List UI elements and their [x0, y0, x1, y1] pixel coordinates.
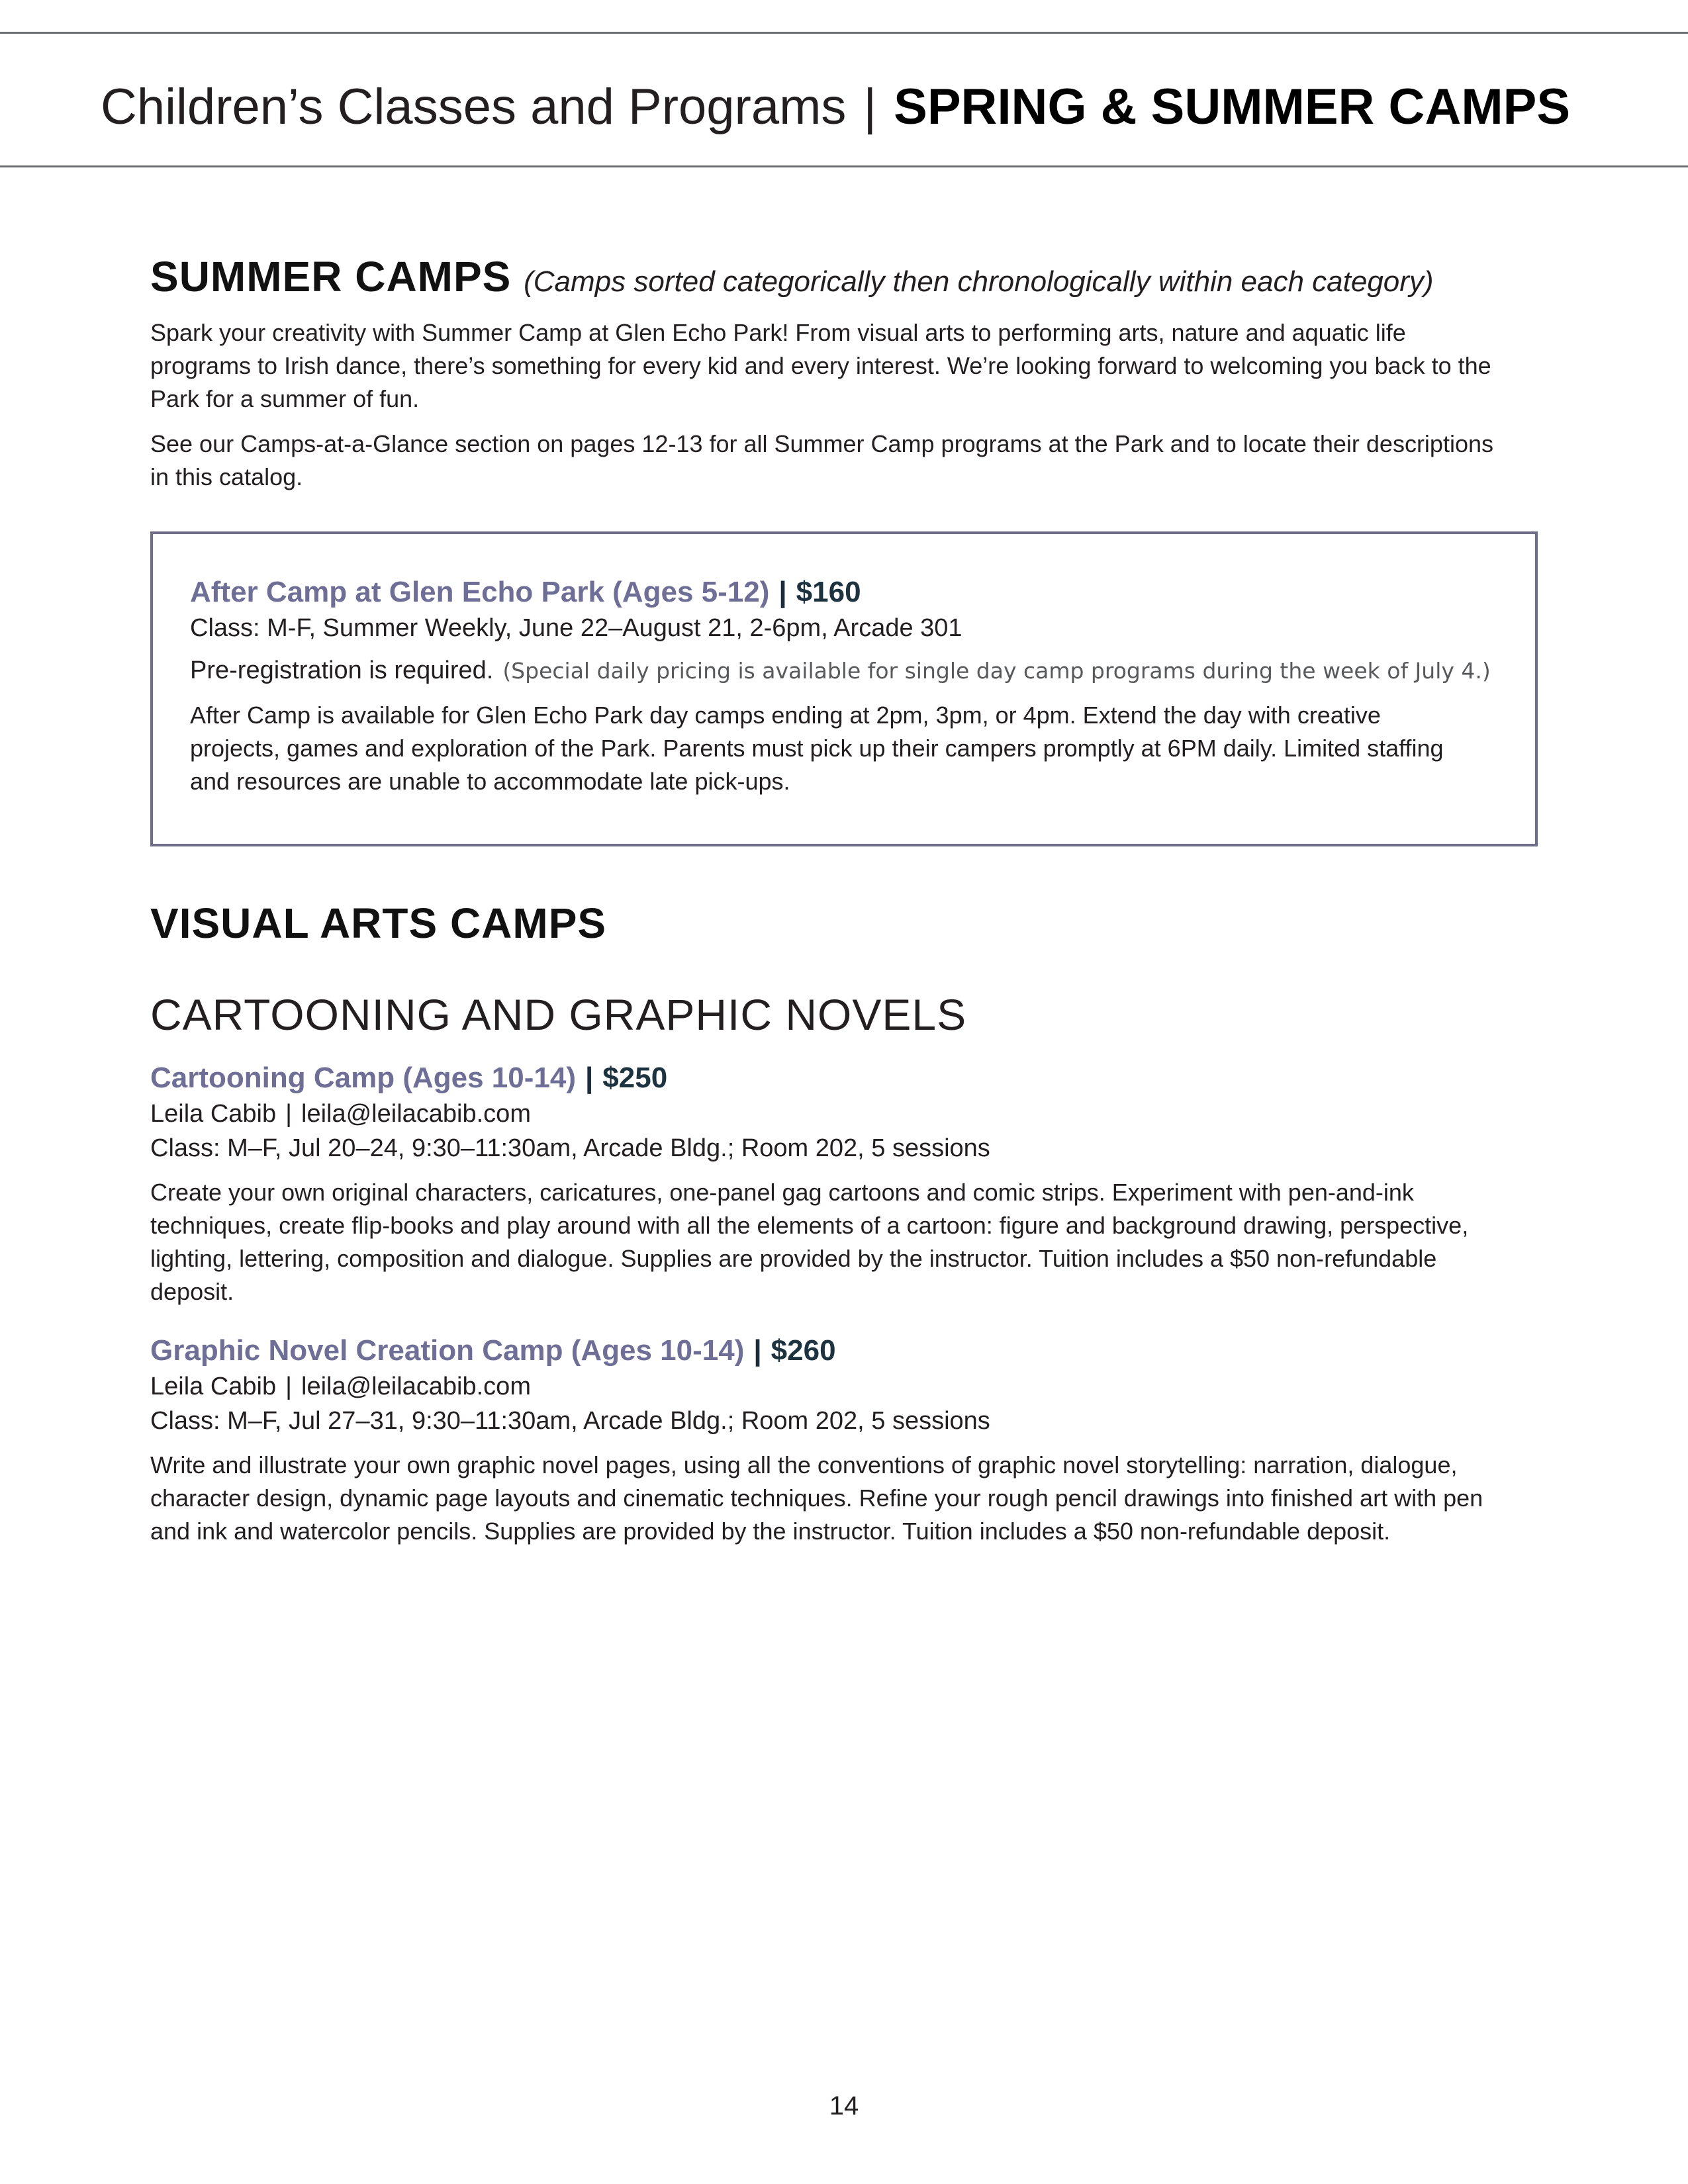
program-graphic-novel-camp: [150, 1332, 1540, 1548]
program-name: Cartooning Camp (Ages 10-14): [150, 1062, 576, 1094]
cartooning-subheading: CARTOONING AND GRAPHIC NOVELS: [150, 990, 967, 1039]
description-line: deposit.: [150, 1278, 234, 1305]
summer-camps-intro: [150, 316, 1540, 416]
summer-camps-note: (Camps sorted categorically then chronologically within each category): [524, 265, 1434, 298]
special-pricing-note: (Special daily pricing is available for single day camp programs during the week of July 4.): [502, 658, 1491, 684]
program-title: [150, 1060, 1540, 1097]
intro-line: Park for a summer of fun.: [150, 385, 420, 412]
instructor-line: [150, 1369, 1540, 1404]
program-cartooning-camp: [150, 1060, 1540, 1308]
instructor-email[interactable]: leila@leilacabib.com: [301, 1373, 531, 1400]
header-subtitle: Children’s Classes and Programs: [101, 79, 847, 135]
instructor-separator: |: [285, 1373, 293, 1400]
after-camp-name: After Camp at Glen Echo Park (Ages 5-12): [190, 576, 770, 608]
see-line: in this catalog.: [150, 463, 303, 490]
summer-camps-heading: [150, 250, 1540, 308]
program-description: [150, 1449, 1540, 1548]
prereg-text: Pre-registration is required.: [190, 657, 494, 684]
class-info: Class: M–F, Jul 27–31, 9:30–11:30am, Arcade Bldg.; Room 202, 5 sessions: [150, 1407, 990, 1435]
after-camp-prereg-line: [190, 653, 1498, 688]
description-line: techniques, create flip-books and play around with all the elements of a cartoon: figure and background drawing, perspective,: [150, 1212, 1469, 1239]
header-top-rule: [0, 32, 1688, 34]
program-price: $250: [602, 1062, 668, 1094]
visual-arts-heading: VISUAL ARTS CAMPS: [150, 899, 607, 947]
summer-camps-title: SUMMER CAMPS: [150, 253, 512, 300]
intro-line: programs to Irish dance, there’s something for every kid and every interest. We’re looking forward to welcoming you back to the: [150, 352, 1491, 379]
description-line: projects, games and exploration of the Park. Parents must pick up their campers promptly at 6PM daily. Limited staffing: [190, 735, 1444, 762]
class-info: Class: M–F, Jul 20–24, 9:30–11:30am, Arcade Bldg.; Room 202, 5 sessions: [150, 1134, 990, 1162]
program-name: Graphic Novel Creation Camp (Ages 10-14): [150, 1334, 745, 1367]
visual-arts-section: [150, 897, 1540, 1548]
summer-camps-section: [150, 250, 1540, 494]
intro-line: Spark your creativity with Summer Camp at Glen Echo Park! From visual arts to performing arts, nature and aquatic life: [150, 319, 1406, 346]
description-line: character design, dynamic page layouts and cinematic techniques. Refine your rough pencil drawings into finished art with pen: [150, 1484, 1483, 1512]
page-header: [101, 74, 1571, 140]
description-line: After Camp is available for Glen Echo Park day camps ending at 2pm, 3pm, or 4pm. Extend the day with creative: [190, 702, 1381, 729]
header-bottom-rule: [0, 165, 1688, 167]
header-separator: |: [863, 79, 877, 135]
instructor-line: [150, 1097, 1540, 1131]
description-line: and ink and watercolor pencils. Supplies are provided by the instructor. Tuition includes a $50 non-refundable deposit.: [150, 1518, 1391, 1545]
after-camp-class-info: Class: M-F, Summer Weekly, June 22–August 21, 2-6pm, Arcade 301: [190, 614, 962, 642]
header-title: SPRING & SUMMER CAMPS: [894, 79, 1571, 135]
instructor-separator: |: [285, 1100, 293, 1128]
instructor-email[interactable]: leila@leilacabib.com: [301, 1100, 531, 1128]
program-title: [150, 1332, 1540, 1369]
camps-at-a-glance-note: [150, 428, 1540, 494]
after-camp-title: [190, 574, 1498, 611]
title-separator: |: [753, 1334, 762, 1367]
instructor-name: Leila Cabib: [150, 1100, 277, 1128]
page-number: 14: [829, 2091, 859, 2120]
description-line: lighting, lettering, composition and dialogue. Supplies are provided by the instructor. Tuition includes a $50 non-refundable: [150, 1245, 1437, 1272]
instructor-name: Leila Cabib: [150, 1373, 277, 1400]
title-separator: |: [585, 1062, 594, 1094]
after-camp-price: $160: [796, 576, 861, 608]
description-line: Write and illustrate your own graphic novel pages, using all the conventions of graphic novel storytelling: narration, dialogue,: [150, 1451, 1458, 1479]
see-line: See our Camps-at-a-Glance section on pages 12-13 for all Summer Camp programs at the Park and to locate their descriptions: [150, 430, 1493, 457]
after-camp-box: [150, 531, 1538, 846]
description-line: Create your own original characters, caricatures, one-panel gag cartoons and comic strips. Experiment with pen-and-ink: [150, 1179, 1414, 1206]
after-camp-description: [190, 699, 1498, 798]
program-price: $260: [771, 1334, 836, 1367]
title-separator: |: [778, 576, 787, 608]
program-description: [150, 1176, 1540, 1308]
description-line: and resources are unable to accommodate late pick-ups.: [190, 768, 790, 795]
